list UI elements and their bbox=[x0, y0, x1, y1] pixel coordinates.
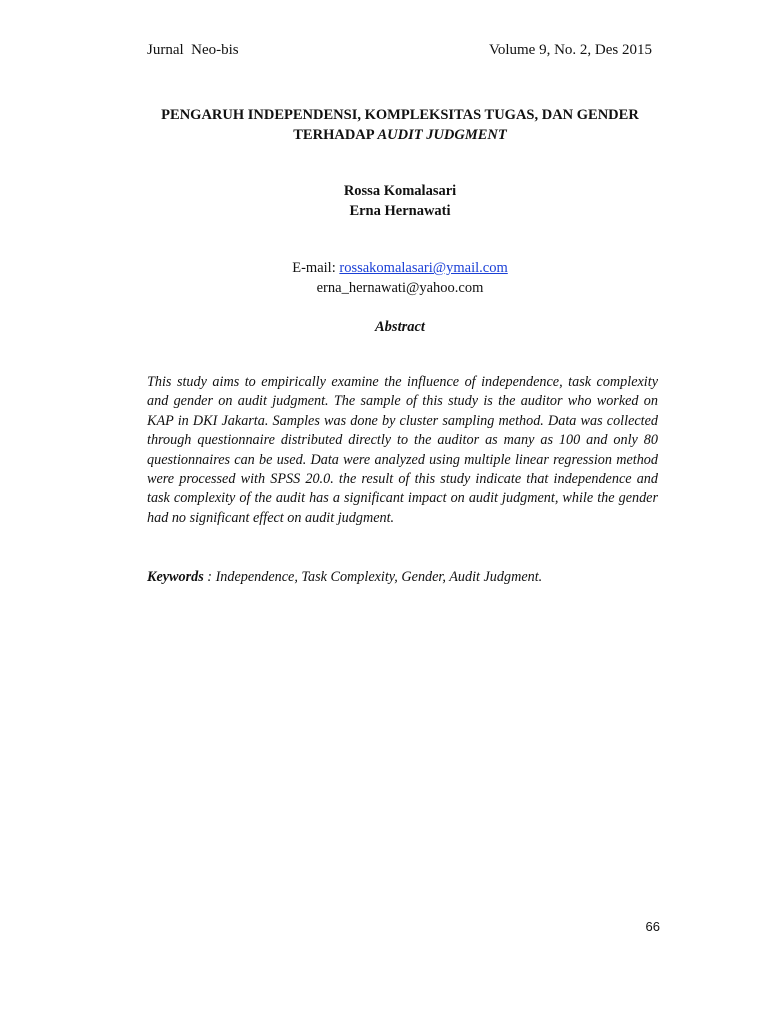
title-line-2-italic: AUDIT JUDGMENT bbox=[377, 127, 507, 143]
page-number: 66 bbox=[645, 919, 660, 934]
abstract-heading: Abstract bbox=[375, 319, 425, 335]
author-list bbox=[200, 181, 600, 221]
abstract-body: This study aims to empirically examine the influence of independence, task complexity and gender on audit judgment. The sample of this study is the auditor who worked on KAP in DKI Jakarta. Samples was done by cluster sampling method. Data was collected through questionnaire distributed directly to the auditor as many as 100 and only 80 questionnaires can be used. Data were analyzed using multiple linear regression method were processed with SPSS 20.0. the result of this study indicate that independence and task complexity of the audit has a significant impact on audit judgment, while the gender had no significant effect on audit judgment. bbox=[147, 374, 658, 526]
title-line-2 bbox=[120, 125, 680, 145]
journal-name: Jurnal Neo-bis bbox=[147, 42, 239, 58]
contact-emails bbox=[200, 258, 600, 298]
author-name: Erna Hernawati bbox=[349, 203, 451, 219]
email-line-2: erna_hernawati@yahoo.com bbox=[316, 280, 484, 296]
running-header bbox=[147, 42, 652, 62]
title-line-2-prefix: TERHADAP bbox=[293, 127, 378, 143]
paper-title bbox=[120, 105, 680, 145]
email-line-1 bbox=[200, 258, 600, 278]
keywords-label: Keywords bbox=[147, 569, 204, 585]
keywords bbox=[147, 568, 658, 587]
volume-info: Volume 9, No. 2, Des 2015 bbox=[488, 42, 652, 58]
author-name: Rossa Komalasari bbox=[343, 183, 457, 199]
keywords-text: : Independence, Task Complexity, Gender, Audit Judgment. bbox=[203, 569, 543, 585]
email-label: E-mail: bbox=[292, 260, 340, 276]
email-link[interactable]: rossakomalasari@ymail.com bbox=[339, 260, 508, 276]
title-line-1: PENGARUH INDEPENDENSI, KOMPLEKSITAS TUGAS, DAN GENDER bbox=[161, 107, 639, 123]
